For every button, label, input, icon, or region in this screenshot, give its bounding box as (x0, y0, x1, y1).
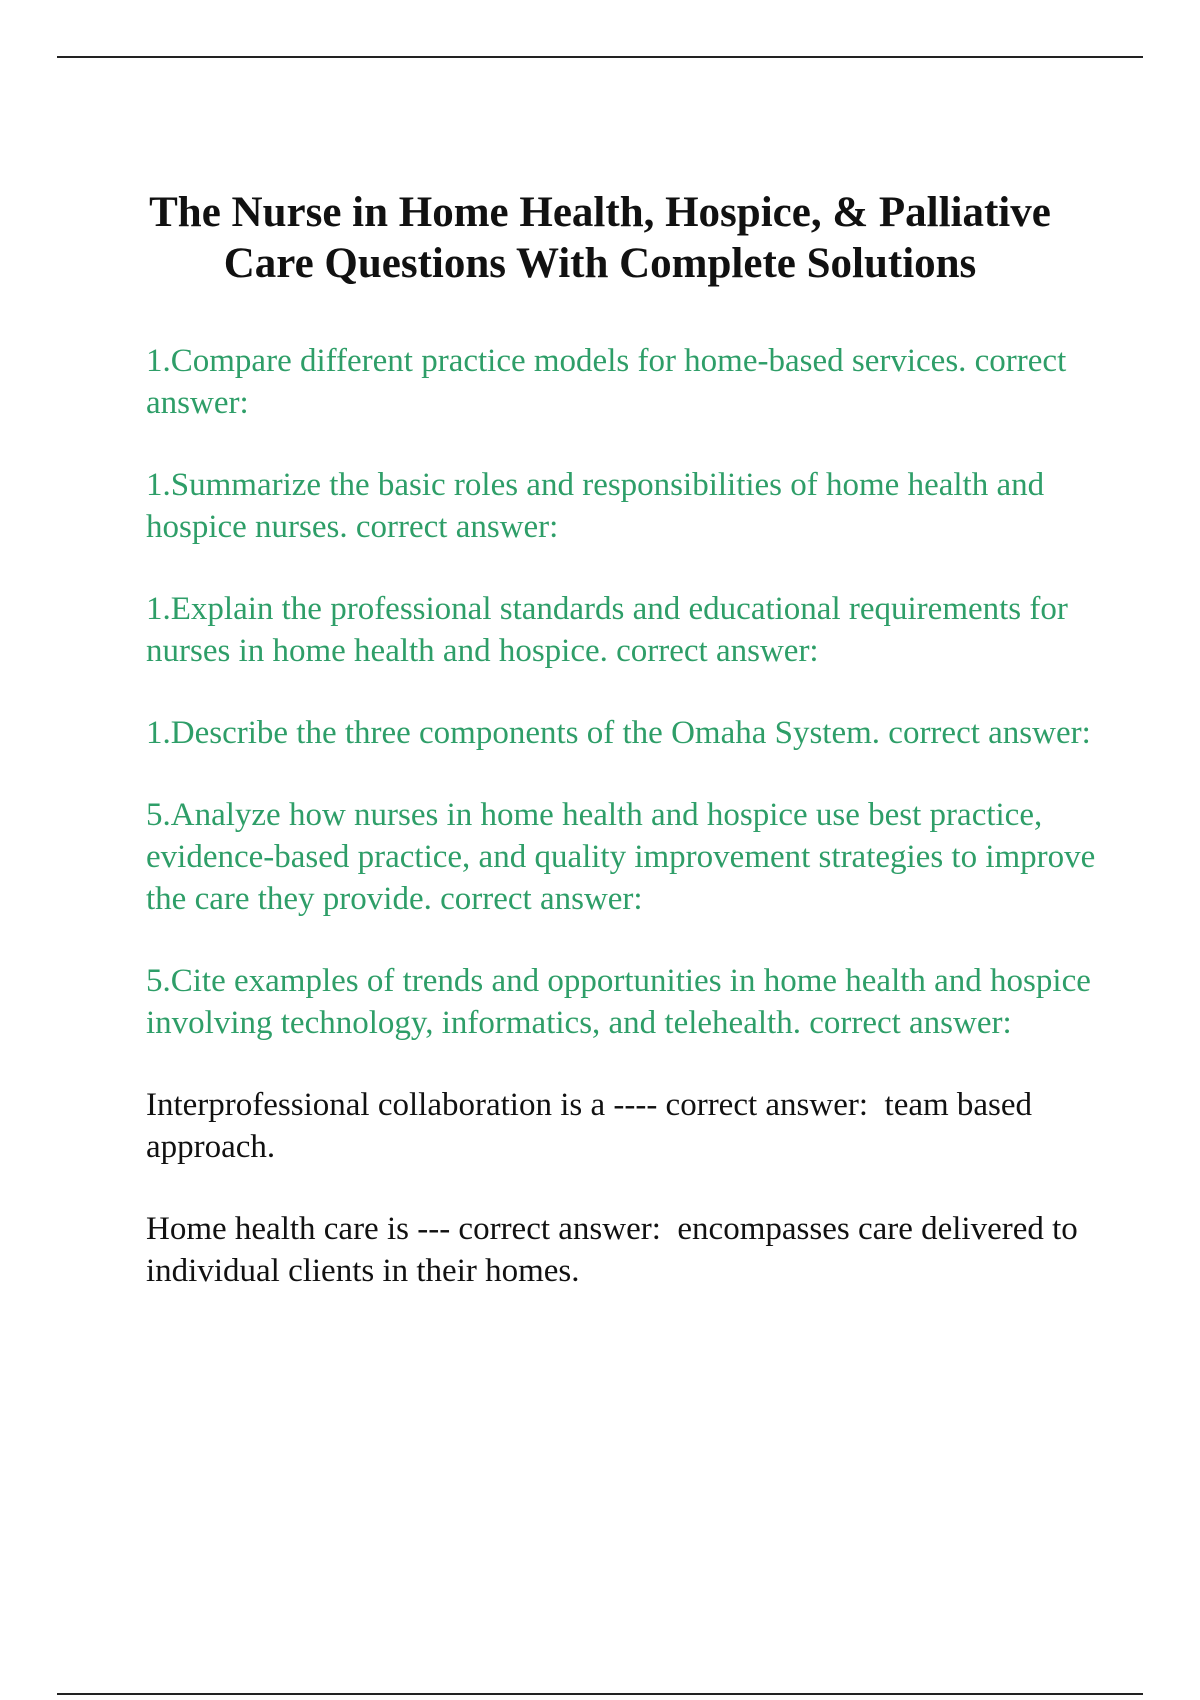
answer-text: team based approach. (146, 1087, 1041, 1165)
question-list (146, 340, 1106, 1332)
question-item-8 (146, 1208, 1106, 1292)
title-line-2: Care Questions With Complete Solutions (223, 240, 977, 287)
document-title (100, 187, 1100, 289)
question-text: 1.Compare different practice models for home-based services. correct answer: (146, 343, 1067, 421)
question-text: Home health care is --- correct answer: (146, 1211, 661, 1247)
question-text: Interprofessional collaboration is a ---- correct answer: (146, 1087, 869, 1123)
question-text: 5.Analyze how nurses in home health and hospice use best practice, evidence-based practice, and quality improvement strategies to improve the care they provide. correct answer: (146, 797, 1096, 917)
question-text: 1.Explain the professional standards and educational requirements for nurses in home health and hospice. correct answer: (146, 591, 1068, 669)
bottom-rule (57, 1693, 1143, 1695)
question-text: 5.Cite examples of trends and opportunities in home health and hospice involving technology, informatics, and telehealth. correct answer: (146, 963, 1091, 1041)
question-item-7 (146, 1084, 1106, 1168)
question-item-5 (146, 794, 1106, 920)
title-line-1: The Nurse in Home Health, Hospice, & Palliative (149, 189, 1051, 236)
question-item-4 (146, 712, 1106, 754)
answer-text: encompasses care delivered to individual clients in their homes. (146, 1211, 1087, 1289)
question-item-1 (146, 340, 1106, 424)
question-item-3 (146, 588, 1106, 672)
question-text: 1.Summarize the basic roles and responsibilities of home health and hospice nurses. correct answer: (146, 467, 1045, 545)
question-text: 1.Describe the three components of the Omaha System. correct answer: (146, 715, 1091, 751)
top-rule (57, 56, 1143, 58)
question-item-2 (146, 464, 1106, 548)
question-item-6 (146, 960, 1106, 1044)
